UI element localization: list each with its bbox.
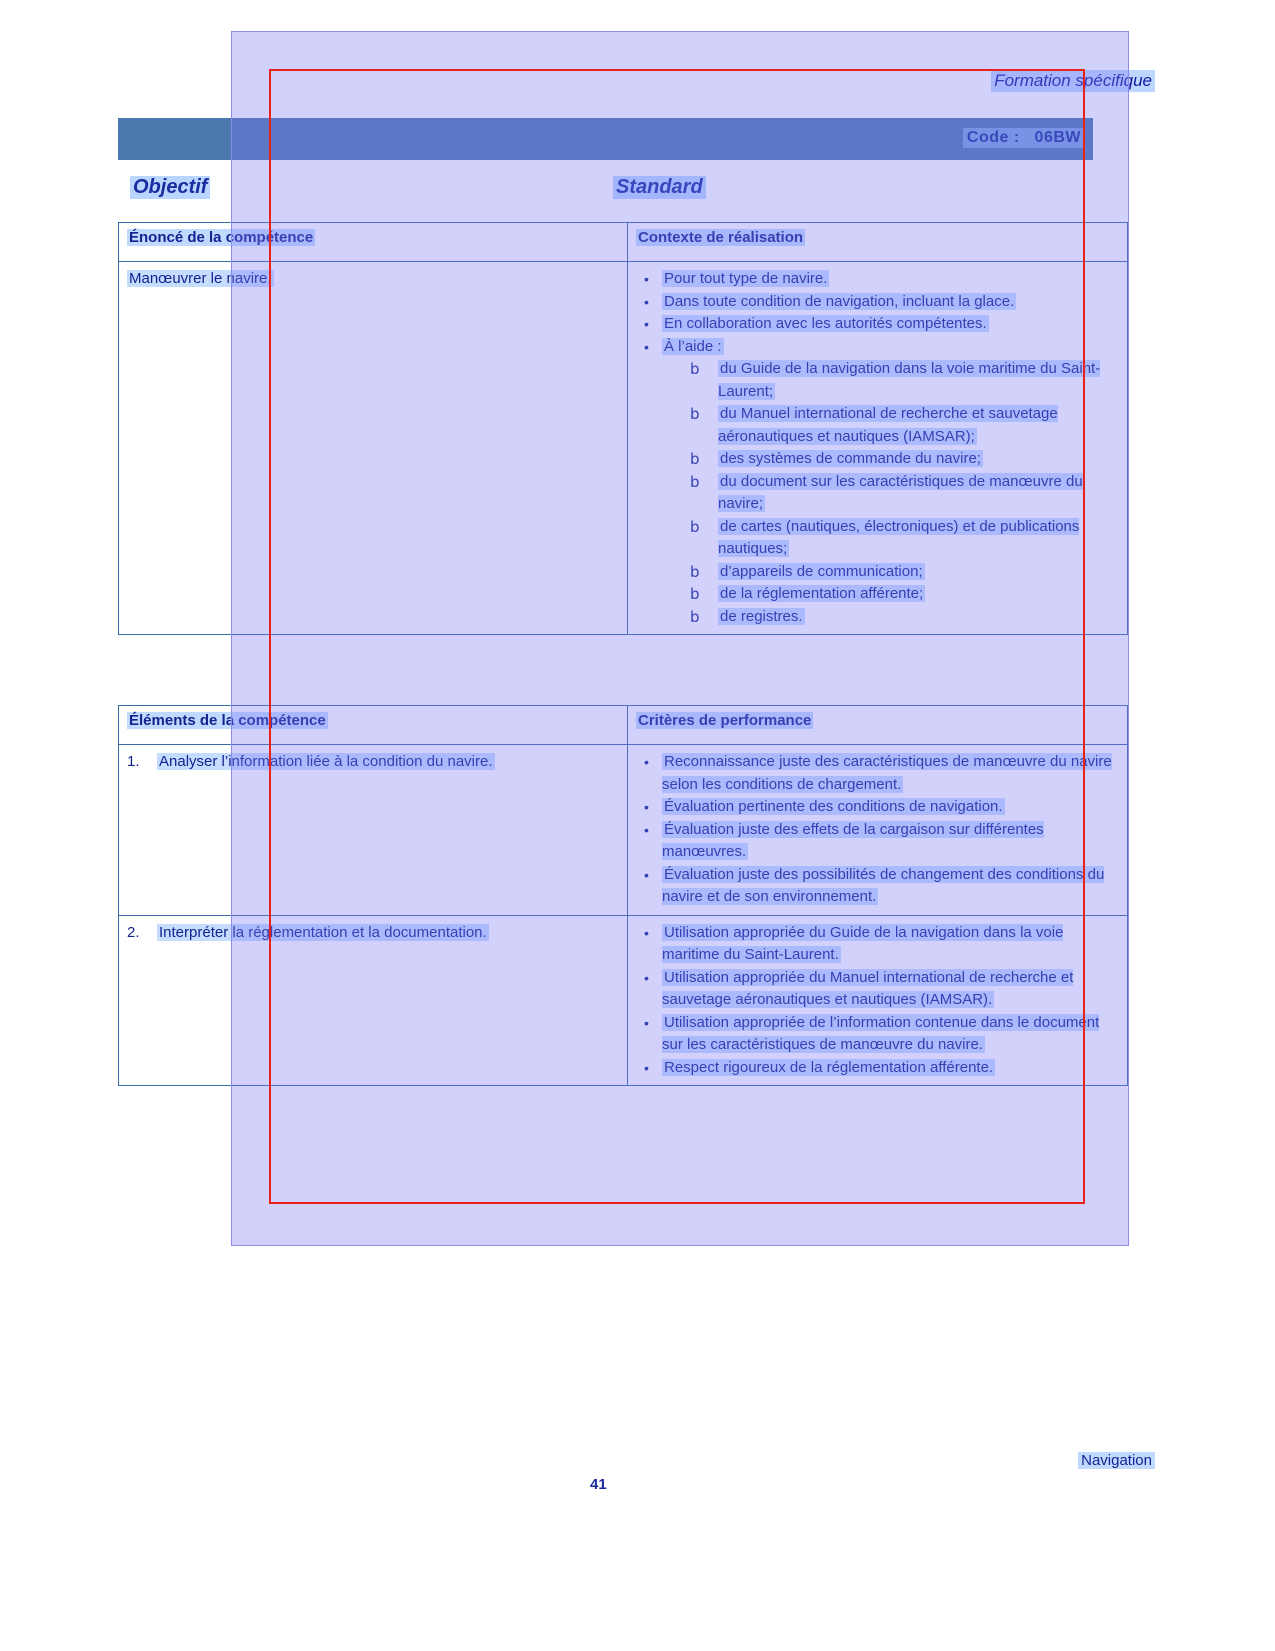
list-item: • Dans toute condition de navigation, incluant la glace. [636,291,1119,314]
objectif-heading: Objectif [130,176,210,199]
list-item: • Évaluation pertinente des conditions de navigation. [636,796,1119,819]
element-number: 1. [127,753,140,770]
element-text: Analyser l’information liée à la condition du navire. [159,753,493,770]
list-item: • Respect rigoureux de la réglementation afférente. [636,1057,1119,1080]
list-item: b du Guide de la navigation dans la voie maritime du Saint-Laurent; [688,358,1119,403]
header-elements-competence: Éléments de la compétence [119,706,628,745]
standard-heading: Standard [613,176,706,199]
list-item: • Utilisation appropriée du Guide de la navigation dans la voie maritime du Saint-Laurent. [636,922,1119,967]
list-item: • Utilisation appropriée de l’information contenue dans le document sur les caractéristiques de manœuvre du navire. [636,1012,1119,1057]
text-selection-overlay [231,31,1129,1246]
list-item: • Utilisation appropriée du Manuel international de recherche et sauvetage aéronautiques et nautiques (IAMSAR). [636,967,1119,1012]
list-item: • Évaluation juste des possibilités de changement des conditions du navire et de son environnement. [636,864,1119,909]
element-text: Interpréter la réglementation et la documentation. [159,923,487,941]
code-label: Code : [966,129,1020,146]
list-item: b de cartes (nautiques, électroniques) et de publications nautiques; [688,516,1119,561]
list-item: b d’appareils de communication; [688,561,1119,584]
element-number: 2. [127,923,140,941]
list-item: b de registres. [688,606,1119,629]
page-number: 41 [590,1476,607,1493]
list-item: b des systèmes de commande du navire; [688,448,1119,471]
list-item: • En collaboration avec les autorités compétentes. [636,313,1119,336]
header-section-label: Formation spécifique [991,70,1155,92]
footer-program-label: Navigation [1078,1452,1155,1469]
list-item: b du Manuel international de recherche et sauvetage aéronautiques et nautiques (IAMSAR); [688,403,1119,448]
list-item: b du document sur les caractéristiques de manœuvre du navire; [688,471,1119,516]
list-item: • Reconnaissance juste des caractéristiques de manœuvre du navire selon les conditions de chargement. [636,751,1119,796]
list-item: • Pour tout type de navire. [636,268,1119,291]
list-item: b de la réglementation afférente; [688,583,1119,606]
competence-statement: Manœuvrer le navire. [129,270,272,287]
annotation-rectangle [269,69,1085,1204]
header-enonce-competence: Énoncé de la compétence [119,223,628,262]
header-criteres-performance: Critères de performance [628,706,1128,745]
list-item: • Évaluation juste des effets de la cargaison sur différentes manœuvres. [636,819,1119,864]
header-contexte-realisation: Contexte de réalisation [628,223,1128,262]
code-number: 06BW [1034,129,1081,146]
list-item: • À l’aide : b du Guide de la navigation dans la voie maritime du Saint-Laurent; b du Manuel international de recherche et sauvetage aéronautiques et nautiques (IAMSAR); b des systèmes de commande du navire; b du document sur les caractéristiques de manœuvre du navire; b de cartes (nautiques, électroniques) et de publications nautiques; b d’appareils de communication; b de la réglementation afférente; b de registres. [636,336,1119,629]
